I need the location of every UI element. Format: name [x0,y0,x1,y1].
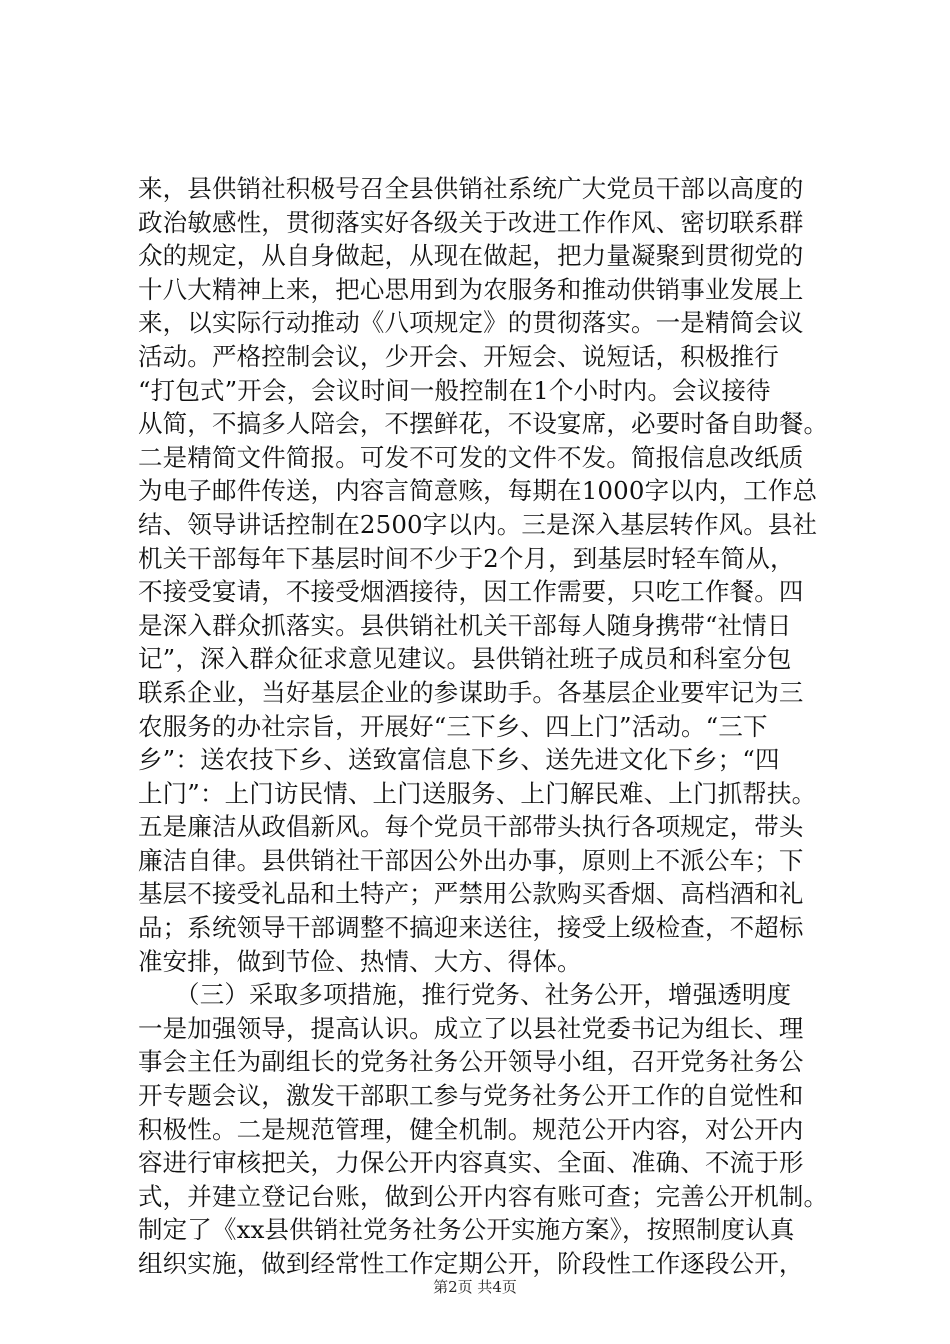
text-line: 来，以实际行动推动《八项规定》的贯彻落实。一是精简会议 [138,308,804,338]
text-line: 农服务的办社宗旨，开展好“三下乡、四上门”活动。“三下 [138,711,768,741]
text-line: 联系企业，当好基层企业的参谋助手。各基层企业要牢记为三 [138,677,804,707]
body-text [138,172,838,1281]
text-line: 记”，深入群众征求意见建议。县供销社班子成员和科室分包 [138,644,792,674]
page-number-footer: 第2页 共4页 [433,1278,517,1296]
text-line: 众的规定，从自身做起，从现在做起，把力量凝聚到贯彻党的 [138,241,804,271]
text-line: 结、领导讲话控制在2500字以内。三是深入基层转作风。县社 [138,509,818,539]
text-line: 基层不接受礼品和土特产；严禁用公款购买香烟、高档酒和礼 [138,879,804,909]
text-line: 机关干部每年下基层时间不少于2个月，到基层时轻车简从， [138,543,795,573]
text-line: 从简，不搞多人陪会，不摆鲜花，不设宴席，必要时备自助餐。 [138,409,829,439]
text-line: 为电子邮件传送，内容言简意赅，每期在1000字以内，工作总 [138,476,818,506]
text-line: 上门”：上门访民情、上门送服务、上门解民难、上门抓帮扶。 [138,778,817,808]
text-line: 组织实施，做到经常性工作定期公开，阶段性工作逐段公开， [138,1249,804,1278]
text-line: 政治敏感性，贯彻落实好各级关于改进工作作风、密切联系群 [138,207,804,237]
text-line: 开专题会议，激发干部职工参与党务社务公开工作的自觉性和 [138,1081,804,1111]
text-line: 容进行审核把关，力保公开内容真实、全面、准确、不流于形 [138,1148,804,1178]
text-line: 是深入群众抓落实。县供销社机关干部每人随身携带“社情日 [138,610,792,640]
text-line: 廉洁自律。县供销社干部因公外出办事，原则上不派公车；下 [138,845,804,875]
text-line: 品；系统领导干部调整不搞迎来送往，接受上级检查，不超标 [138,913,804,943]
text-line: 积极性。二是规范管理，健全机制。规范公开内容，对公开内 [138,1114,804,1144]
text-line: 准安排，做到节俭、热情、大方、得体。 [138,946,582,976]
text-line: 不接受宴请，不接受烟酒接待，因工作需要，只吃工作餐。四 [138,577,804,607]
text-line: 活动。严格控制会议，少开会、开短会、说短话，积极推行 [138,341,779,371]
text-line: 五是廉洁从政倡新风。每个党员干部带头执行各项规定，带头 [138,812,804,842]
text-line: 十八大精神上来，把心思用到为农服务和推动供销事业发展上 [138,274,804,304]
text-line: “打包式”开会，会议时间一般控制在1个小时内。会议接待 [138,375,771,405]
text-line: 二是精简文件简报。可发不可发的文件不发。简报信息改纸质 [138,442,804,472]
text-line: 式，并建立登记台账，做到公开内容有账可查；完善公开机制。 [138,1181,829,1211]
text-line: 制定了《xx县供销社党务社务公开实施方案》，按照制度认真 [138,1215,795,1245]
section-heading-line: （三）采取多项措施，推行党务、社务公开，增强透明度 [138,980,792,1010]
text-line: 乡”：送农技下乡、送致富信息下乡、送先进文化下乡；“四 [138,745,780,775]
text-line: 一是加强领导，提高认识。成立了以县社党委书记为组长、理 [138,1013,804,1043]
text-line: 来，县供销社积极号召全县供销社系统广大党员干部以高度的 [138,174,804,203]
text-line: 事会主任为副组长的党务社务公开领导小组，召开党务社务公 [138,1047,804,1077]
